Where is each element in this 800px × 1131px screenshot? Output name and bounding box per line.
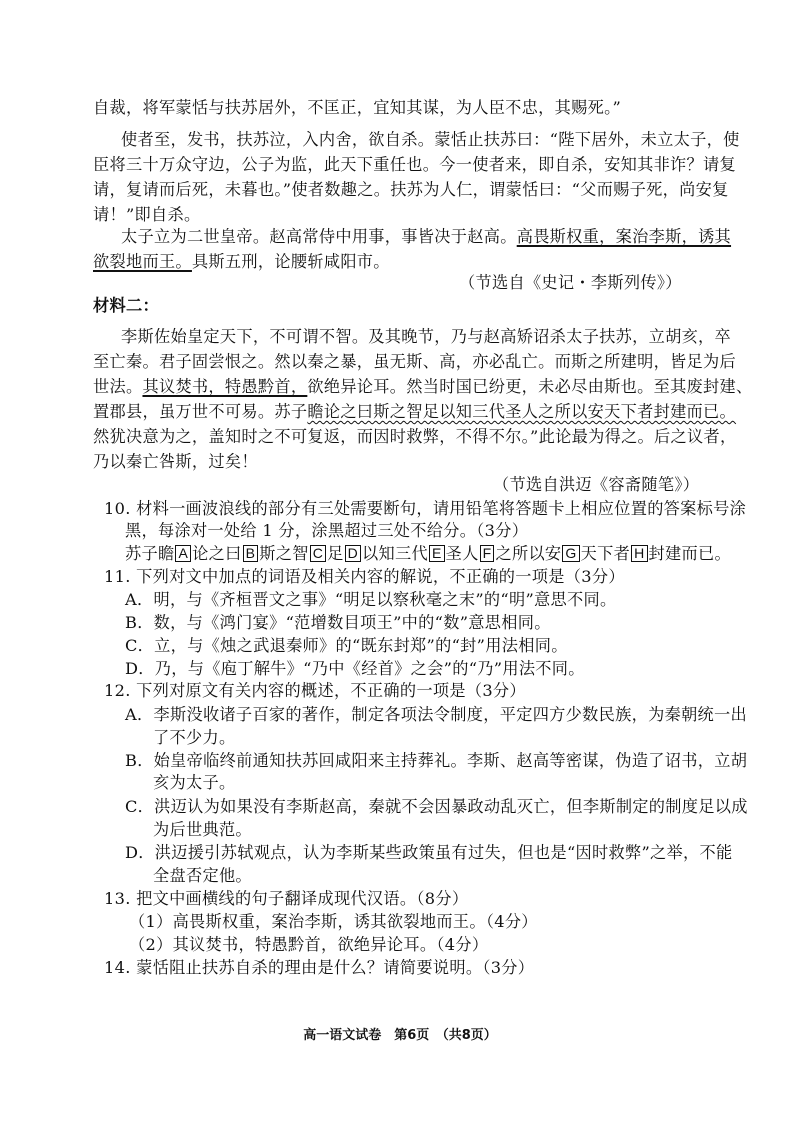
question-12-option-a-line-2: 了不少力。 [153, 728, 236, 747]
q10-part: 之所以安 [495, 544, 562, 563]
passage2-line-5: 然犹决意为之，盖知时之不可复返，而因时救弊，不得不尔。”此论最为得之。后之议者， [93, 427, 737, 446]
page-footer: 高一语文试卷 第6页 （共8页） [303, 1028, 497, 1043]
question-11-option-d: D．乃，与《庖丁解牛》“乃中《经首》之会”的“乃”用法不同。 [125, 659, 585, 678]
passage2-line-2: 至亡秦。君子固尝恨之。然以秦之暴，虽无斯、高，亦必乱亡。而斯之所建明，皆足为后 [93, 352, 737, 371]
q10-part: 圣人 [445, 544, 479, 563]
passage1-paragraph-1: 自裁，将军蒙恬与扶苏居外，不匡正，宜知其谋，为人臣不忠，其赐死。” [93, 98, 622, 117]
question-11-option-b: B．数，与《鸿门宴》“范增数目项王”中的“数”意思相同。 [125, 613, 551, 632]
passage1-source: （节选自《史记・李斯列传》） [459, 273, 682, 292]
question-10-line-2: 黑，每涂对一处给 1 分，涂黑超过三处不给分。（3分） [125, 521, 529, 540]
answer-box-H[interactable]: H [631, 545, 647, 562]
question-12-option-b-line-2: 亥为太子。 [153, 773, 236, 792]
answer-box-B[interactable]: B [243, 545, 259, 562]
passage2-source: （节选自洪迈《容斋随笔》） [493, 475, 700, 494]
question-12-option-d-line-2: 全盘否定他。 [153, 866, 252, 885]
q10-part: 论之曰 [192, 544, 242, 563]
passage1-paragraph-3-line-2 [93, 252, 390, 272]
passage1-p3-text: 太子立为二世皇帝。赵高常侍中用事，事皆决于赵高。 [121, 227, 517, 246]
question-12-option-d-line-1: D．洪迈援引苏轼观点，认为李斯某些政策虽有过失，但也是“因时救弊”之举，不能 [125, 843, 733, 862]
answer-box-C[interactable]: C [310, 545, 326, 562]
answer-box-G[interactable]: G [562, 545, 579, 562]
question-12-stem: 12. 下列对原文有关内容的概述，不正确的一项是（3分） [104, 681, 526, 700]
question-11-stem: 11. 下列对文中加点的词语及相关内容的解说，不正确的一项是（3分） [104, 567, 625, 586]
underlined-sentence-1b: 欲裂地而王。 [93, 252, 192, 271]
question-12-option-c-line-2: 为后世典范。 [153, 820, 252, 839]
q10-part: 天下者 [580, 544, 631, 563]
question-12-option-a-line-1: A．李斯没收诸子百家的著作，制定各项法令制度，平定四方少数民族，为秦朝统一出 [125, 705, 748, 724]
passage1-paragraph-2-line-2: 臣将三十万众守边，公子为监，此天下重任也。今一使者来，即自杀，安知其非诈？请复 [93, 155, 737, 174]
passage1-paragraph-2-line-1: 使者至，发书，扶苏泣，入内舍，欲自杀。蒙恬止扶苏曰：“陛下居外，未立太子，使 [121, 130, 740, 149]
q10-part: 以知三代 [362, 544, 428, 563]
underlined-sentence-1a: 高畏斯权重，案治李斯，诱其 [516, 227, 732, 246]
passage1-paragraph-2-line-4: 请！”即自杀。 [93, 205, 201, 224]
passage2-line-6: 乃以秦亡咎斯，过矣！ [93, 452, 258, 471]
question-11-option-c: C．立，与《烛之武退秦师》的“既东封郑”的“封”用法相同。 [125, 636, 568, 655]
answer-box-E[interactable]: E [429, 545, 445, 562]
wavy-underlined-sentence: 瞻论之曰斯之智足以知三代圣人之所以安天下者封建而已。 [307, 402, 737, 421]
question-14-stem: 14. 蒙恬阻止扶苏自杀的理由是什么？请简要说明。（3分） [104, 958, 535, 977]
passage2-l3-post: 欲绝异论耳。然当时国已纷更，未必尽由斯也。至其废封建、 [307, 377, 753, 396]
passage2-line-3 [93, 377, 753, 397]
passage2-l4-pre: 置郡县，虽万世不可易。苏子 [93, 402, 308, 421]
question-13-stem: 13. 把文中画横线的句子翻译成现代汉语。（8分） [104, 889, 469, 908]
passage1-paragraph-2-line-3: 请，复请而后死，未暮也。”使者数趣之。扶苏为人仁，谓蒙恬曰：“父而赐子死，尚安复 [93, 180, 729, 199]
question-13-item-2: （2）其议焚书，特愚黔首，欲绝异论耳。（4分） [129, 935, 489, 954]
passage1-p3-tail: 具斯五刑，论腰斩咸阳市。 [191, 252, 390, 271]
q10-part: 封建而已。 [648, 544, 731, 563]
passage2-line-4 [93, 402, 736, 422]
question-12-option-b-line-1: B．始皇帝临终前通知扶苏回咸阳来主持葬礼。李斯、赵高等密谋，伪造了诏书，立胡 [125, 751, 748, 770]
question-11-option-a: A．明，与《齐桓晋文之事》“明足以察秋毫之末”的“明”意思不同。 [125, 590, 617, 609]
question-12-option-c-line-1: C．洪迈认为如果没有李斯赵高，秦就不会因暴政动乱灭亡，但李斯制定的制度足以成 [125, 797, 748, 816]
q10-part: 斯之智 [259, 544, 309, 563]
passage1-paragraph-3-line-1 [121, 227, 731, 247]
q10-part: 苏子瞻 [125, 544, 175, 563]
passage2-l3-pre: 世法。 [93, 377, 143, 396]
answer-box-A[interactable]: A [175, 545, 191, 562]
underlined-sentence-2: 其议焚书，特愚黔首， [142, 377, 308, 396]
question-13-item-1: （1）高畏斯权重，案治李斯，诱其欲裂地而王。（4分） [129, 912, 538, 931]
answer-box-F[interactable]: F [480, 545, 495, 562]
passage2-heading: 材料二： [93, 296, 159, 315]
q10-part: 足 [327, 544, 344, 563]
passage2-line-1: 李斯佐始皇定天下，不可谓不智。及其晚节，乃与赵高矫诏杀太子扶苏，立胡亥，卒 [121, 327, 732, 346]
answer-box-D[interactable]: D [345, 545, 361, 562]
question-10-sentence [125, 544, 731, 564]
question-10-line-1: 10. 材料一画波浪线的部分有三处需要断句，请用铅笔将答题卡上相应位置的答案标号涂 [104, 499, 747, 518]
